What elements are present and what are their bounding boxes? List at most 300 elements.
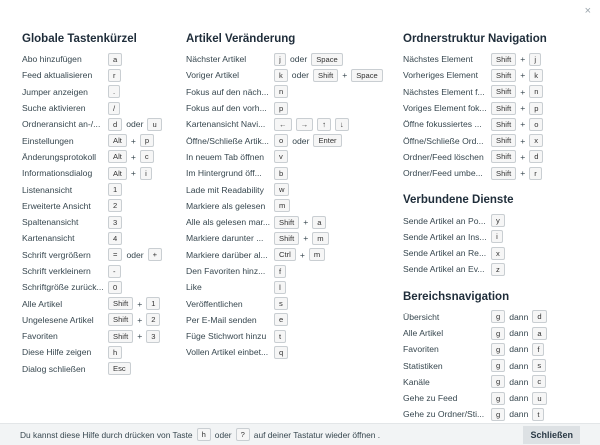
shortcut-keys: [491, 375, 546, 388]
shortcut-row: [186, 198, 372, 214]
key-cap: r: [529, 167, 542, 180]
shortcut-keys: [108, 216, 122, 229]
shortcut-row: [22, 344, 170, 360]
key-cap: 2: [108, 199, 122, 212]
key-cap: j: [529, 53, 541, 66]
shortcut-keys: [274, 134, 342, 147]
shortcut-keys: [274, 216, 326, 229]
shortcut-keys: [491, 247, 505, 260]
key-cap: i: [491, 230, 503, 243]
key-separator: +: [137, 331, 143, 342]
shortcut-label: Öffne fokussiertes ...: [403, 119, 482, 130]
footer-key-question: ?: [236, 428, 250, 441]
key-separator: +: [303, 233, 309, 244]
key-cap: ↓: [335, 118, 349, 131]
key-separator: dann: [509, 344, 529, 355]
shortcut-section: [403, 193, 588, 277]
shortcut-row: [22, 149, 170, 165]
shortcut-row: [403, 261, 588, 277]
shortcut-keys: [108, 102, 120, 115]
key-separator: oder: [292, 135, 310, 146]
key-cap: k: [529, 69, 543, 82]
shortcut-section: [403, 290, 588, 423]
key-cap: c: [140, 150, 154, 163]
shortcut-keys: [108, 232, 122, 245]
key-cap: f: [274, 265, 286, 278]
shortcut-row: [403, 229, 588, 245]
key-cap: 3: [108, 216, 122, 229]
shortcut-keys: [274, 102, 288, 115]
shortcut-label: Schriftgröße zurück...: [22, 282, 104, 293]
key-separator: +: [137, 298, 143, 309]
shortcut-label: Favoriten: [22, 331, 58, 342]
key-cap: m: [309, 248, 325, 261]
shortcut-label: Nächstes Element: [403, 54, 473, 65]
key-cap: Shift: [491, 118, 516, 131]
shortcut-row: [22, 165, 170, 181]
shortcut-label: Veröffentlichen: [186, 298, 243, 309]
shortcut-keys: [491, 53, 541, 66]
shortcut-label: Alle als gelesen mar...: [186, 217, 271, 228]
shortcut-label: Sende Artikel an Ev...: [403, 264, 485, 275]
shortcut-row: [186, 214, 372, 230]
key-cap: 0: [108, 281, 122, 294]
key-cap: q: [274, 346, 288, 359]
shortcut-section: [186, 32, 378, 361]
shortcut-row: [403, 390, 588, 406]
shortcut-keys: [108, 346, 122, 359]
shortcut-keys: [274, 330, 286, 343]
key-separator: +: [520, 103, 526, 114]
shortcut-keys: [108, 150, 154, 163]
shortcut-row: [186, 247, 372, 263]
key-cap: m: [274, 199, 290, 212]
key-cap: →: [296, 118, 314, 131]
key-cap: Shift: [491, 69, 516, 82]
shortcut-keys: [491, 102, 543, 115]
shortcut-row: [186, 181, 372, 197]
shortcut-row: [403, 165, 588, 181]
key-cap: s: [532, 359, 546, 372]
shortcut-keys: [491, 327, 547, 340]
shortcut-label: Fokus auf den näch...: [186, 86, 269, 97]
shortcut-row: [403, 132, 588, 148]
key-cap: .: [108, 85, 120, 98]
shortcut-label: Alle Artikel: [403, 328, 444, 338]
shortcut-keys: [274, 118, 349, 131]
shortcut-label: Feed aktualisieren: [22, 70, 93, 81]
shortcut-label: Abo hinzufügen: [22, 54, 82, 65]
key-cap: Ctrl: [274, 248, 296, 261]
shortcut-keys: [491, 134, 543, 147]
shortcut-label: Per E-Mail senden: [186, 314, 257, 325]
shortcut-label: Nächstes Element f...: [403, 86, 485, 97]
shortcut-label: Like: [186, 282, 202, 293]
shortcut-keys: [108, 134, 154, 147]
shortcut-label: Gehe zu Ordner/Sti...: [403, 409, 485, 420]
key-cap: e: [274, 313, 288, 326]
key-cap: Alt: [108, 167, 127, 180]
key-separator: oder: [290, 54, 308, 65]
key-cap: Shift: [491, 167, 516, 180]
shortcut-row: [22, 312, 170, 328]
shortcut-keys: [274, 150, 288, 163]
key-cap: b: [274, 167, 288, 180]
key-separator: +: [130, 151, 136, 162]
key-cap: +: [148, 248, 162, 261]
shortcut-label: Vorheriges Element: [403, 70, 478, 81]
key-cap: g: [491, 408, 505, 421]
key-cap: a: [108, 53, 122, 66]
key-cap: Shift: [274, 232, 299, 245]
shortcut-keys: [274, 183, 289, 196]
shortcut-row: [22, 84, 170, 100]
key-cap: o: [274, 134, 288, 147]
shortcut-keys: [491, 230, 503, 243]
shortcut-label: Nächster Artikel: [186, 54, 247, 65]
shortcut-keys: [108, 118, 162, 131]
shortcut-row: [403, 341, 588, 357]
section-title: Globale Tastenkürzel: [22, 33, 137, 45]
shortcut-label: Markiere darunter ...: [186, 233, 264, 244]
shortcut-keys: [491, 214, 505, 227]
key-cap: o: [529, 118, 543, 131]
key-separator: dann: [509, 328, 529, 338]
key-cap: =: [108, 248, 122, 261]
key-cap: v: [274, 150, 288, 163]
shortcut-label: Lade mit Readability: [186, 184, 264, 195]
shortcut-label: Voriges Element fok...: [403, 103, 487, 114]
shortcut-label: Gehe zu Feed: [403, 393, 458, 404]
shortcut-label: Alle Artikel: [22, 298, 63, 309]
key-cap: Space: [351, 69, 383, 82]
shortcut-row: [22, 116, 170, 132]
key-cap: m: [312, 232, 328, 245]
key-separator: +: [130, 135, 136, 146]
section-title: Bereichsnavigation: [403, 290, 510, 303]
shortcut-label: Kartenansicht Navi...: [186, 119, 266, 130]
shortcut-label: Vollen Artikel einbet...: [186, 347, 269, 358]
key-cap: u: [532, 392, 546, 405]
shortcut-row: [186, 312, 372, 328]
key-separator: +: [520, 135, 526, 146]
shortcut-keys: [274, 265, 286, 278]
shortcut-row: [186, 344, 372, 360]
shortcut-label: Voriger Artikel: [186, 70, 240, 81]
shortcut-label: Fokus auf den vorh...: [186, 103, 267, 114]
section-title: Artikel Veränderung: [186, 33, 296, 45]
shortcut-keys: [491, 263, 505, 276]
shortcut-row: [22, 51, 170, 67]
shortcut-keys: [108, 248, 162, 261]
shortcut-keys: [491, 343, 544, 356]
shortcut-label: Schrift verkleinern: [22, 266, 91, 276]
shortcut-label: Ordner/Feed umbe...: [403, 168, 483, 179]
shortcut-label: Diese Hilfe zeigen: [22, 347, 92, 358]
shortcut-label: Öffne/Schließe Ord...: [403, 135, 484, 146]
key-cap: Space: [311, 53, 343, 66]
key-cap: j: [274, 53, 286, 66]
key-separator: +: [520, 151, 526, 162]
key-cap: h: [108, 346, 122, 359]
shortcut-label: Einstellungen: [22, 135, 74, 146]
key-cap: z: [491, 263, 505, 276]
shortcut-row: [22, 328, 170, 344]
shortcut-keys: [491, 408, 544, 421]
key-separator: +: [520, 119, 526, 130]
key-cap: l: [274, 281, 286, 294]
shortcut-label: Sende Artikel an Po...: [403, 215, 486, 226]
shortcut-keys: [491, 69, 543, 82]
shortcut-row: [186, 100, 372, 116]
shortcut-row: [186, 328, 372, 344]
shortcut-label: Öffne/Schließe Artik...: [186, 135, 269, 146]
shortcut-row: [186, 84, 372, 100]
key-cap: Shift: [491, 102, 516, 115]
key-cap: 1: [146, 297, 160, 310]
shortcut-label: Den Favoriten hinz...: [186, 266, 266, 276]
key-cap: n: [529, 85, 543, 98]
key-cap: Shift: [274, 216, 299, 229]
key-cap: w: [274, 183, 289, 196]
shortcut-label: Jumper anzeigen: [22, 86, 88, 97]
shortcut-label: In neuem Tab öffnen: [186, 151, 265, 162]
shortcut-row: [403, 374, 588, 390]
key-cap: Shift: [491, 134, 516, 147]
shortcut-keys: [274, 232, 329, 245]
key-separator: +: [520, 70, 526, 81]
shortcut-keys: [274, 69, 383, 82]
dialog-footer: [0, 423, 600, 445]
shortcut-keys: [491, 150, 543, 163]
shortcut-keys: [108, 330, 160, 343]
shortcut-label: Im Hintergrund öff...: [186, 168, 262, 179]
key-cap: r: [108, 69, 121, 82]
shortcut-keys: [108, 297, 160, 310]
shortcut-keys: [274, 297, 288, 310]
key-cap: Shift: [313, 69, 338, 82]
shortcut-keys: [108, 183, 122, 196]
shortcut-row: [403, 100, 588, 116]
footer-key-h: h: [197, 428, 211, 441]
shortcut-keys: [274, 199, 290, 212]
shortcut-row: [22, 295, 170, 311]
shortcut-row: [403, 67, 588, 83]
key-cap: 3: [146, 330, 160, 343]
shortcut-row: [403, 406, 588, 422]
key-cap: f: [532, 343, 544, 356]
key-separator: dann: [509, 376, 529, 387]
shortcut-row: [403, 84, 588, 100]
shortcut-row: [186, 51, 372, 67]
shortcut-section: [22, 32, 170, 377]
shortcut-section: [403, 32, 588, 181]
key-cap: g: [491, 310, 505, 323]
shortcut-row: [22, 361, 170, 377]
shortcut-label: Kartenansicht: [22, 233, 75, 244]
key-separator: oder: [126, 119, 144, 130]
key-separator: dann: [509, 311, 529, 322]
key-separator: oder: [291, 70, 309, 81]
shortcut-row: [186, 230, 372, 246]
key-cap: g: [491, 392, 505, 405]
shortcut-keys: [491, 392, 547, 405]
column-2: [186, 32, 378, 373]
shortcut-row: [22, 181, 170, 197]
shortcut-row: [403, 212, 588, 228]
shortcut-keys: [108, 53, 122, 66]
shortcut-keys: [108, 313, 160, 326]
shortcut-row: [186, 279, 372, 295]
key-cap: c: [532, 375, 546, 388]
shortcut-row: [22, 198, 170, 214]
key-cap: g: [491, 375, 505, 388]
shortcut-row: [186, 295, 372, 311]
shortcut-keys: [274, 167, 288, 180]
shortcut-label: Markiere als gelesen: [186, 200, 266, 211]
key-cap: x: [491, 247, 505, 260]
shortcut-row: [403, 325, 588, 341]
key-cap: -: [108, 265, 121, 278]
key-separator: dann: [509, 393, 529, 404]
shortcut-label: Statistiken: [403, 360, 443, 371]
shortcut-keys: [274, 313, 288, 326]
shortcut-label: Übersicht: [403, 311, 440, 322]
key-cap: d: [108, 118, 122, 131]
shortcut-keys: [274, 85, 288, 98]
key-separator: +: [520, 54, 526, 65]
key-cap: p: [274, 102, 288, 115]
shortcut-label: Schrift vergrößern: [22, 249, 91, 260]
shortcut-row: [22, 132, 170, 148]
footer-hint: [20, 428, 380, 441]
key-separator: dann: [509, 409, 529, 420]
shortcut-label: Sende Artikel an Re...: [403, 248, 487, 259]
key-cap: n: [274, 85, 288, 98]
section-title: Ordnerstruktur Navigation: [403, 33, 547, 45]
footer-text-after: auf deiner Tastatur wieder öffnen .: [253, 429, 381, 440]
shortcut-label: Listenansicht: [22, 184, 73, 195]
shortcut-keys: [108, 265, 121, 278]
key-separator: +: [342, 70, 348, 81]
shortcut-keys: [108, 69, 121, 82]
key-cap: d: [529, 150, 543, 163]
shortcut-label: Spaltenansicht: [22, 217, 79, 228]
key-cap: Alt: [108, 134, 127, 147]
key-cap: Shift: [491, 150, 516, 163]
shortcut-keys: [491, 167, 542, 180]
key-cap: Esc: [108, 362, 131, 375]
key-cap: Shift: [491, 85, 516, 98]
key-cap: p: [140, 134, 154, 147]
shortcut-row: [403, 245, 588, 261]
shortcut-keys: [108, 85, 120, 98]
shortcut-label: Kanäle: [403, 376, 430, 387]
shortcut-row: [186, 149, 372, 165]
shortcut-row: [22, 247, 170, 263]
shortcut-row: [403, 357, 588, 373]
shortcut-label: Erweiterte Ansicht: [22, 200, 91, 211]
key-cap: /: [108, 102, 120, 115]
shortcut-keys: [274, 248, 325, 261]
section-title: Verbundene Dienste: [403, 194, 514, 207]
key-cap: y: [491, 214, 505, 227]
shortcut-label: Markiere darüber al...: [186, 249, 268, 260]
shortcut-row: [186, 132, 372, 148]
key-cap: 4: [108, 232, 122, 245]
key-cap: ↑: [317, 118, 331, 131]
key-cap: a: [312, 216, 326, 229]
key-cap: u: [147, 118, 161, 131]
shortcut-row: [22, 214, 170, 230]
shortcut-row: [403, 309, 588, 325]
key-cap: p: [529, 102, 543, 115]
shortcut-label: Suche aktivieren: [22, 103, 86, 114]
close-button[interactable]: Schließen: [523, 426, 580, 444]
shortcut-label: Sende Artikel an Ins...: [403, 231, 487, 242]
key-cap: t: [274, 330, 286, 343]
shortcut-label: Informationsdialog: [22, 168, 93, 179]
shortcut-row: [22, 230, 170, 246]
shortcut-row: [22, 279, 170, 295]
shortcut-row: [22, 100, 170, 116]
key-separator: +: [299, 249, 305, 260]
key-cap: t: [532, 408, 544, 421]
shortcut-row: [186, 116, 372, 132]
key-cap: k: [274, 69, 288, 82]
shortcut-keys: [491, 310, 547, 323]
shortcut-label: Ordner/Feed löschen: [403, 151, 484, 162]
shortcut-label: Ungelesene Artikel: [22, 314, 94, 325]
key-cap: Shift: [108, 313, 133, 326]
shortcut-keys: [108, 362, 131, 375]
key-separator: +: [130, 168, 136, 179]
key-separator: +: [137, 314, 143, 325]
key-cap: Alt: [108, 150, 127, 163]
shortcut-row: [403, 51, 588, 67]
shortcut-label: Füge Stichwort hinzu: [186, 331, 267, 342]
shortcut-row: [22, 263, 170, 279]
shortcut-keys: [274, 281, 286, 294]
key-cap: i: [140, 167, 152, 180]
shortcut-row: [403, 116, 588, 132]
shortcut-keys: [491, 118, 543, 131]
shortcut-keys: [491, 85, 543, 98]
key-cap: Enter: [313, 134, 341, 147]
shortcut-row: [186, 165, 372, 181]
key-cap: s: [274, 297, 288, 310]
shortcut-label: Favoriten: [403, 344, 439, 355]
key-cap: g: [491, 359, 505, 372]
close-icon[interactable]: ×: [584, 5, 591, 17]
key-cap: Shift: [491, 53, 516, 66]
shortcut-keys: [491, 359, 546, 372]
footer-text-before: Du kannst diese Hilfe durch drücken von Taste: [20, 429, 193, 440]
key-cap: 2: [146, 313, 160, 326]
shortcut-keys: [108, 281, 122, 294]
shortcut-label: Dialog schließen: [22, 363, 86, 374]
key-cap: 1: [108, 183, 122, 196]
shortcut-keys: [108, 167, 152, 180]
column-1: [22, 32, 170, 389]
footer-text-or: oder: [214, 429, 232, 440]
key-separator: oder: [126, 249, 144, 260]
key-cap: ←: [274, 118, 292, 131]
shortcut-row: [186, 67, 378, 83]
shortcut-label: Änderungsprotokoll: [22, 151, 97, 162]
key-cap: Shift: [108, 330, 133, 343]
shortcut-keys: [108, 199, 122, 212]
